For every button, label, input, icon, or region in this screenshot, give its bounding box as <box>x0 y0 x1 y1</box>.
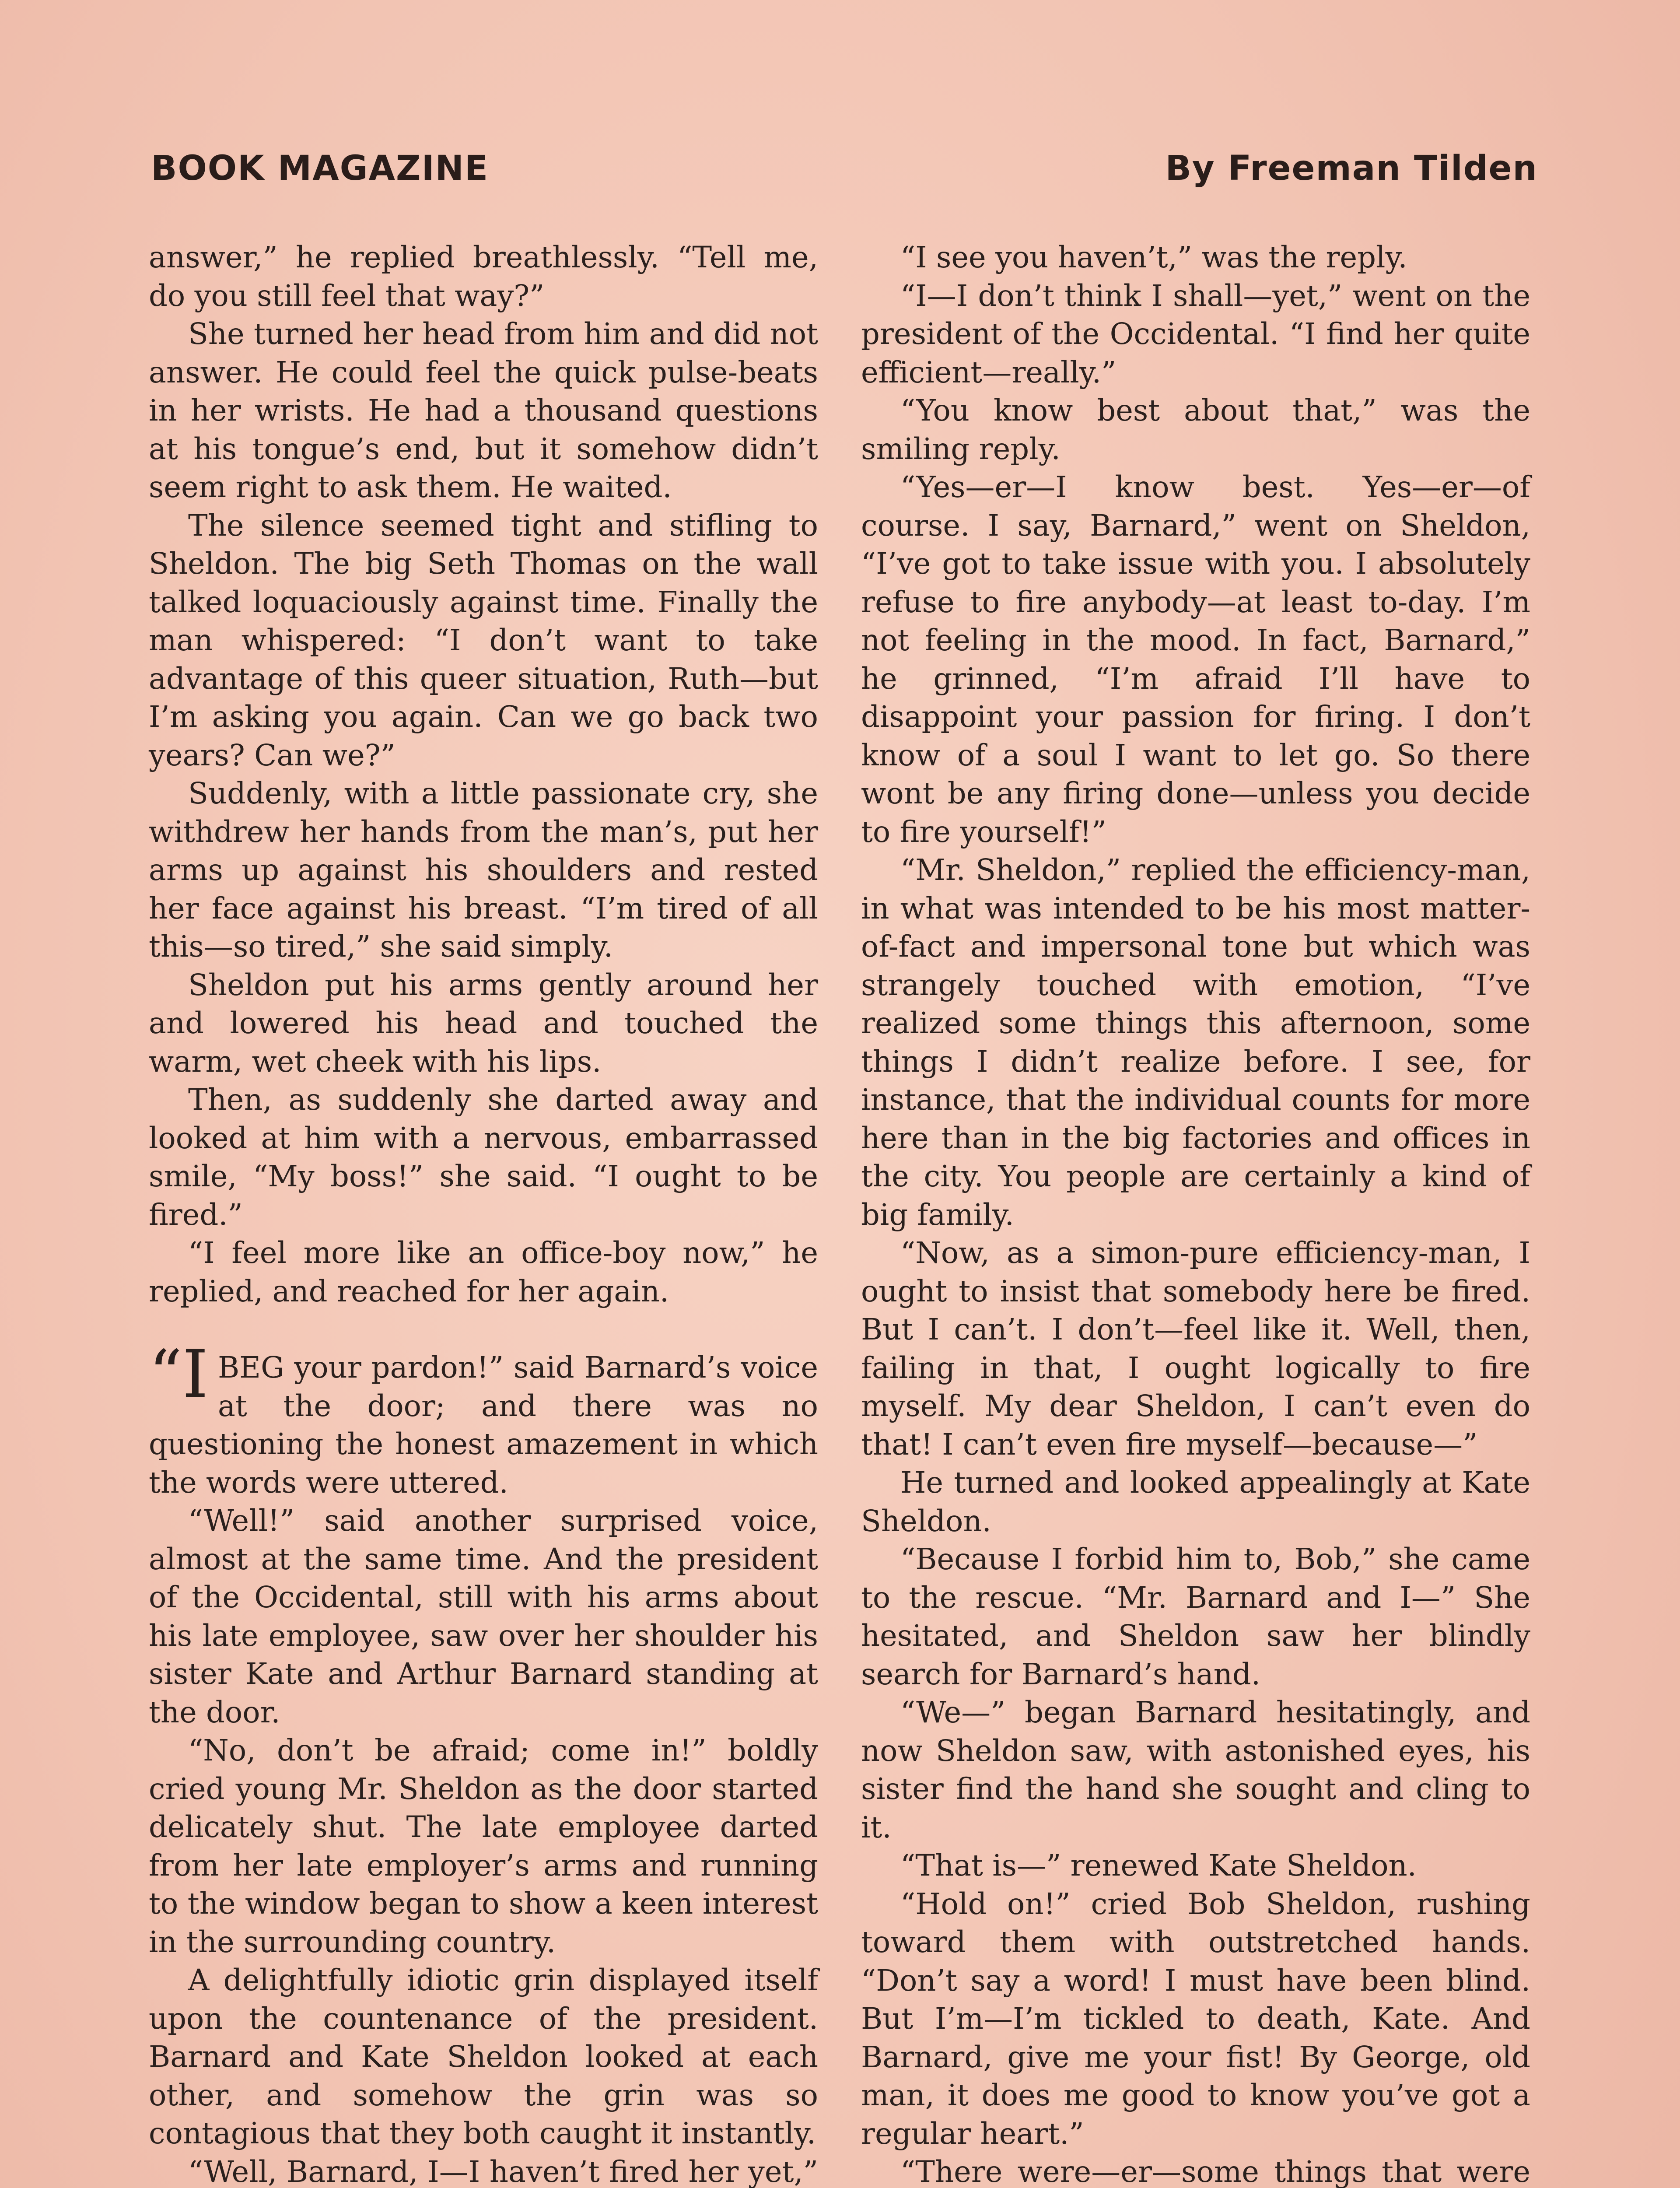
paragraph: “Well, Barnard, I—I haven’t fired her yet,” <box>188 2154 818 2188</box>
paragraph: “You know best about that,” was the smiling reply. <box>861 393 1530 466</box>
left-column <box>149 238 818 2188</box>
paragraph: Then, as suddenly she darted away and looked at him with a nervous, embarrassed smile, “My boss!” she said. “I ought to be fired.” <box>149 1083 818 1232</box>
paragraph: “I—I don’t think I shall—yet,” went on the president of the Occidental. “I find her quite efficient—really.” <box>861 278 1530 389</box>
paragraph: “Well!” said another surprised voice, almost at the same time. And the president of the Occidental, still with his arms about his late employee, saw over her shoulder his sister Kate and Arthur Barnard standing at the door. <box>149 1504 818 1729</box>
section-opening-paragraph <box>149 1336 818 1502</box>
section-break <box>149 1311 818 1349</box>
paragraph: A delightfully idiotic grin displayed itself upon the countenance of the president. Barnard and Kate Sheldon looked at each other, and somehow the grin was so contagious that they both caught it instantly. <box>149 1963 818 2150</box>
paragraph: “Yes—er—I know best. Yes—er—of course. I say, Barnard,” went on Sheldon, “I’ve got to take issue with you. I absolutely refuse to fire anybody—at least to-day. I’m not feeling in the mood. In fact, Barnard,” he grinned, “I’m afraid I’ll have to disappoint your passion for firing. I don’t know of a soul I want to let go. So there wont be any firing done—unless you decide to fire yourself!” <box>861 470 1530 849</box>
paragraph: answer,” he replied breathlessly. “Tell me, do you still feel that way?” <box>149 240 818 313</box>
running-header <box>151 149 1538 201</box>
paragraph: Suddenly, with a little passionate cry, she withdrew her hands from the man’s, put her arms up against his shoulders and rested her face against his breast. “I’m tired of all this—so tired,” she said simply. <box>149 776 818 964</box>
paragraph: “I see you haven’t,” was the reply. <box>900 240 1407 274</box>
paragraph: “We—” began Barnard hesitatingly, and now Sheldon saw, with astonished eyes, his sister find the hand she sought and cling to it. <box>861 1695 1530 1844</box>
paragraph: “That is—” renewed Kate Sheldon. <box>900 1848 1417 1883</box>
paragraph: “I feel more like an office-boy now,” he replied, and reached for her again. <box>149 1236 818 1308</box>
paragraph: “Hold on!” cried Bob Sheldon, rushing toward them with outstretched hands. “Don’t say a word! I must have been blind. But I’m—I’m tickled to death, Kate. And Barnard, give me your fist! By George, old man, it does me good to know you’ve got a regular heart.” <box>861 1886 1530 2151</box>
paragraph: “Because I forbid him to, Bob,” she came to the rescue. “Mr. Barnard and I—” She hesitated, and Sheldon saw her blindly search for Barnard’s hand. <box>861 1542 1530 1691</box>
paragraph: Sheldon put his arms gently around her and lowered his head and touched the warm, wet cheek with his lips. <box>149 968 818 1079</box>
paragraph: He turned and looked appealingly at Kate Sheldon. <box>861 1466 1530 1538</box>
paragraph: “No, don’t be afraid; come in!” boldly cried young Mr. Sheldon as the door started delicately shut. The late employee darted from her late employer’s arms and running to the window began to show a keen interest in the surrounding country. <box>149 1733 818 1959</box>
paragraph: “Now, as a simon-pure efficiency-man, I ought to insist that somebody here be fired. But I can’t. I don’t—feel like it. Well, then, failing in that, I ought logically to fire myself. My dear Sheldon, I can’t even do that! I can’t even fire myself—because—” <box>861 1236 1530 1462</box>
section-opening-text: BEG your pardon!” said Barnard’s voice at the door; and there was no questioning the honest amazement in which the words were uttered. <box>149 1350 818 1500</box>
paragraph: “There were—er—some things that were <box>900 2155 1530 2188</box>
paragraph: The silence seemed tight and stifling to Sheldon. The big Seth Thomas on the wall talked loquaciously against time. Finally the man whispered: “I don’t want to take advantage of this queer situation, Ruth—but I’m asking you again. Can we go back two years? Can we?” <box>149 508 818 772</box>
magazine-title: BOOK MAGAZINE <box>151 149 489 188</box>
paragraph: She turned her head from him and did not answer. He could feel the quick pulse-beats in her wrists. He had a thousand questions at his tongue’s end, but it somehow didn’t seem right to ask them. He waited. <box>149 317 818 504</box>
author-byline: By Freeman Tilden <box>1165 149 1538 188</box>
right-column <box>861 238 1530 2188</box>
paragraph: “Mr. Sheldon,” replied the efficiency-man, in what was intended to be his most matter-of-fact and impersonal tone but which was strangely touched with emotion, “I’ve realized some things this afternoon, some things I didn’t realize before. I see, for instance, that the individual counts for more here than in the big factories and offices in the city. You people are certainly a kind of big family. <box>861 853 1530 1232</box>
drop-cap: “I <box>149 1336 208 1413</box>
